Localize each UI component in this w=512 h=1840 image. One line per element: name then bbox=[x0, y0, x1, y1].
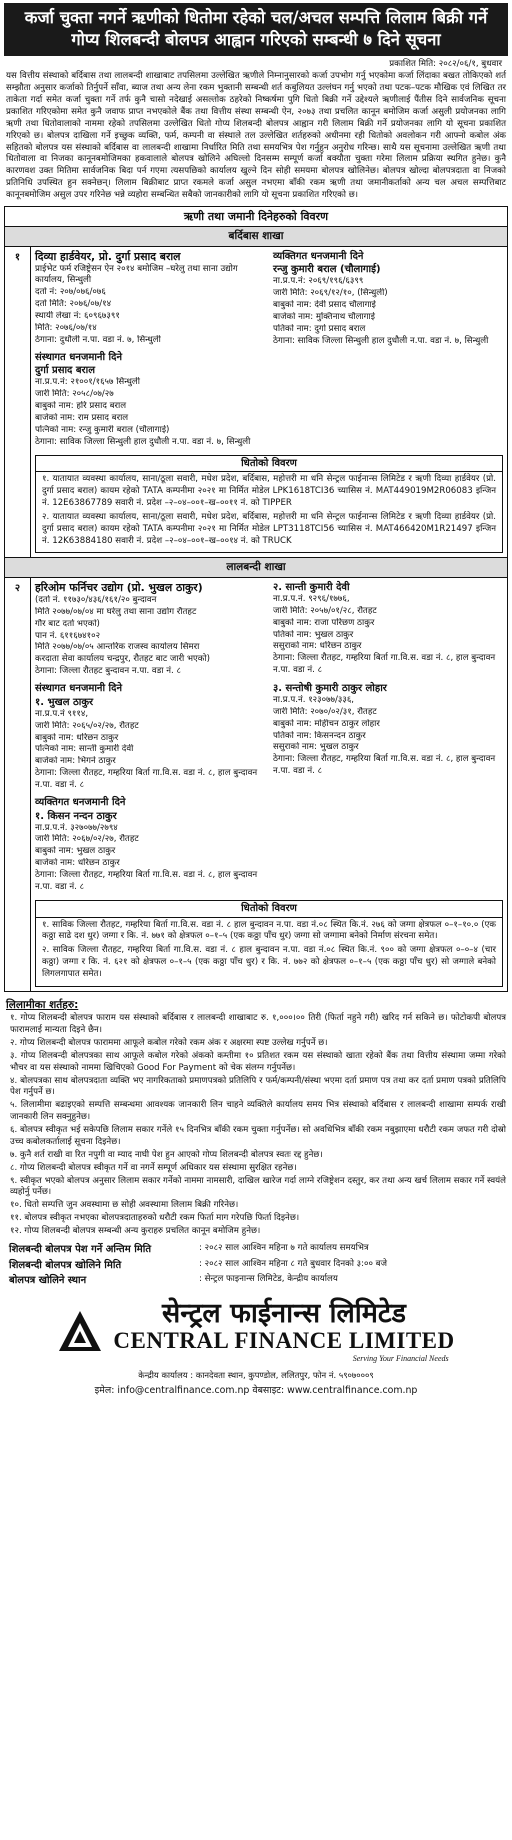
company-tagline: Serving Your Financial Needs bbox=[352, 1354, 449, 1364]
detail-box bbox=[4, 206, 508, 992]
borrower-line: मिति २०७७/०७/०५ आन्तरिक राजस्व कार्यालय सिमरा bbox=[35, 642, 200, 653]
opening-value: : २०८२ साल आश्विन महिना ८ गते बुधवार दिनको ३:०० बजे bbox=[199, 1258, 387, 1269]
place-label: बोलपत्र खोलिने स्थान bbox=[9, 1275, 87, 1287]
collateral-item: १. साविक जिल्ला रौतहट, गम्हरिया बिर्ता गा.वि.स. वडा नं. ८ हाल बुन्दावन न.पा. वडा नं.०८ स्थित कि.नं. २७६ को जग्गा क्षेत्रफल ०–१–१०.० (एक कठ्ठा साढे दश धुर) जग्गा र कि. नं. ७७१ को क्षेत्रफल ०–१–५ (एक कठ्ठा पाँच धुर) जग्गा सो जग्गामा बनेको निर्माण संरचना समेत। bbox=[42, 919, 496, 942]
borrower-line: ठेगाना: दुधौली न.पा. वडा नं. ७, सिन्धुली bbox=[35, 334, 161, 345]
borrower-line: मिति २०७७/०७/०४ मा घरेलु तथा साना उद्योग रौतहट bbox=[35, 606, 197, 617]
guarantor-line: बाबुको नाम: मोहीचन ठाकुर लोहार bbox=[273, 718, 380, 729]
branch-bardibas bbox=[5, 247, 507, 558]
branch-heading-bardibas: बर्दिबास शाखा bbox=[5, 227, 507, 246]
deadline-value: : २०८२ साल आश्विन महिना ७ गते कार्यालय समयभित्र bbox=[199, 1242, 369, 1253]
guarantor-line: ठेगाना: जिल्ला रौतहट, गम्हरिया बिर्ता गा.वि.स. वडा नं. ८, हाल बुन्दावन न.पा. वडा नं. ८ bbox=[35, 870, 258, 892]
borrower-column bbox=[35, 581, 269, 894]
guarantor-line: पतिको नाम: भुखल ठाकुर bbox=[273, 629, 354, 640]
proprietor-line: बाजेको नाम: राम प्रसाद बराल bbox=[35, 412, 129, 423]
branch-number: १ bbox=[5, 247, 31, 558]
term-item: ६. बोलपत्र स्वीकृत भई सकेपछि लिलाम सकार गर्नेले १५ दिनभित्र बाँकी रकम चुक्ता गर्नुपर्नेछ। सो अवधिभित्र बाँकी रकम नबुझाएमा धरौटी रकम जफत गरी दोस्रो उच्च कबोलकर्तालाई सूचना दिइनेछ। bbox=[10, 1125, 506, 1147]
proprietor-line: जारी मिति: २०६५/०२/२७, रौतहट bbox=[35, 720, 139, 731]
collateral-item: १. यातायात व्यवस्था कार्यालय, साना/ठूला सवारी, मधेश प्रदेश, बर्दिबास, महोत्तरी मा धनि सेन्ट्रल फाईनान्स लिमिटेड र ऋणी दिव्या हार्डवेयर (प्रो. दुर्गा प्रसाद बराल) कायम रहेको TATA कम्पनीमा २०२१ मा निर्मित मोडेल LPK1618TCI36 च्यासिस नं. MAT449019M2R06083 इन्जिन नं. 12E63867789 सवारी नं. प्रदेश –२–०४–००१–ख–००११ नं. को TIPPER bbox=[42, 474, 496, 509]
collateral-heading: धितोको विवरण bbox=[36, 456, 502, 473]
guarantor-line: पतिको नाम: दुर्गा प्रसाद बराल bbox=[273, 323, 366, 334]
personal-guarantor-heading: व्यक्तिगत धनजमानी दिने bbox=[35, 796, 126, 808]
proprietor-name: १. भुखल ठाकुर bbox=[35, 696, 94, 708]
term-item: ९. स्वीकृत भएको बोलपत्र अनुसार लिलाम सकार गर्नेको नाममा नामसारी, दाखिल खारेज गर्दा लाग्ने रजिष्ट्रेशन दस्तुर, कर तथा अन्य खर्च लिलाम सकार गर्ने स्वयंले व्यहोर्नु पर्नेछ। bbox=[10, 1175, 506, 1198]
company-logo-icon bbox=[57, 1309, 103, 1355]
term-item: ३. गोप्य शिलबन्दी बोलपत्रका साथ आफूले कबोल गरेको अंकको कम्तीमा १० प्रतिशत रकम यस संस्थाको खाता रहेको बैंक तथा वित्तीय संस्थामा जम्मा गरेको भौचर वा यस संस्थाको नाममा खिचिएको Good For Payment को चेक संलग्न गर्नुपर्नेछ। bbox=[10, 1050, 506, 1073]
proprietor-name: दुर्गा प्रसाद बराल bbox=[35, 365, 96, 377]
dates-table bbox=[6, 1242, 506, 1289]
term-item: २. गोप्य शिलबन्दी बोलपत्र फाराममा आफूले कबोल गरेको रकम अंक र अक्षरमा स्पष्ट उल्लेख गर्नुपर्ने छ। bbox=[10, 1038, 328, 1049]
guarantor-column bbox=[269, 581, 503, 894]
guarantor-line: बाजेको नाम: धरिछन ठाकुर bbox=[35, 858, 120, 869]
opening-row bbox=[6, 1258, 506, 1274]
personal-guarantor-heading: व्यक्तिगत धनजमानी दिने bbox=[273, 250, 364, 262]
place-row bbox=[6, 1273, 506, 1289]
borrower-column bbox=[35, 250, 269, 449]
term-item: ११. बोलपत्र स्वीकृत नभएका बोलपत्रदाताहरुको धरौटी रकम फिर्ता माग गरेपछि फिर्ता दिइनेछ। bbox=[10, 1213, 300, 1224]
borrower-line: मिति: २०७६/०७/१४ bbox=[35, 322, 97, 333]
guarantor-line: ना.प्र.प.नं. १२३०७७/३३६, bbox=[273, 694, 355, 705]
collateral-item: २. यातायात व्यवस्था कार्यालय, साना/ठूला सवारी, मधेश प्रदेश, बर्दिबास, महोत्तरी मा धनि सेन्ट्रल फाईनान्स लिमिटेड र ऋणी दिव्या हार्डवेयर (प्रो. दुर्गा प्रसाद बराल) कायम रहेको TATA कम्पनीमा २०२१ मा निर्मित मोडेल LPT3118TCI56 च्यासिस नं. MAT466420M1R21497 इन्जिन नं. 12K63884180 सवारी नं. प्रदेश –२–०४–००१–ख–००१४ नं. को TRUCK bbox=[42, 511, 496, 546]
collateral-box bbox=[35, 455, 503, 554]
term-item: १०. धितो सम्पत्ति जुन अवस्थामा छ सोही अवस्थामा लिलाम बिक्री गरिनेछ। bbox=[10, 1200, 239, 1211]
borrower-line: दर्ता मिति: २०७६/०७/१४ bbox=[35, 299, 112, 310]
borrower-line: प्राईभेट फर्म रजिष्ट्रेसन ऐन २०१४ बमोजिम –घरेलु तथा साना उद्योग कार्यालय, सिन्धुली bbox=[35, 263, 238, 286]
guarantor-name: २. सान्ती कुमारी देवी bbox=[273, 581, 350, 593]
company-contact: इमेल: info@centralfinance.com.np वेबसाइट: www.centralfinance.com.np bbox=[94, 1384, 418, 1396]
guarantor-line: पतिको नाम: किसनन्दन ठाकुर bbox=[273, 730, 366, 741]
guarantor-line: बाबुको नाम: राजा परिछण ठाकुर bbox=[273, 617, 375, 628]
title-line-1: कर्जा चुक्ता नगर्ने ऋणीको धितोमा रहेको चल/अचल सम्पत्ति लिलाम बिक्री गर्ने bbox=[24, 8, 488, 27]
institutional-guarantor-heading: संस्थागत धनजमानी दिने bbox=[35, 351, 123, 363]
guarantor-line: ससुराको नाम: धरिछन ठाकुर bbox=[273, 641, 362, 652]
proprietor-line: बाबुको नाम: धरिछन ठाकुर bbox=[35, 732, 119, 743]
collateral-item: २. साविक जिल्ला रौतहट, गम्हरिया बिर्ता गा.वि.स. वडा नं. ८ हाल बुन्दावन न.पा. वडा नं.०८ स्थित कि.नं. ९०० को जग्गा क्षेत्रफल ०–०–४ (चार कठ्ठा) जग्गा र कि. नं. ६२१ को क्षेत्रफल ०–१–५ (एक कठ्ठा पाँच धुर) र कि. नं. ७७२ को क्षेत्रफल ०–१–५ (एक कठ्ठा पाँच धुर) सो जग्गाले बनेको लिगलगापात समेत। bbox=[42, 945, 496, 979]
guarantor-name: १. किसन नन्दन ठाकुर bbox=[35, 810, 117, 822]
term-item: ७. कुनै शर्त राखी वा रित नपुगी वा म्याद नाघी पेश हुन आएको गोप्य शिलबन्दी बोलपत्र स्वतः रद्द हुनेछ। bbox=[10, 1149, 323, 1160]
guarantor-line: जारी मिति: २०६७/०२/२७, रौतहट bbox=[35, 834, 139, 845]
guarantor-line: बाबुको नाम: भुखल ठाकुर bbox=[35, 846, 116, 857]
proprietor-line: ना.प्र.प.नं: २१००१/१६५७ सिन्धुली bbox=[35, 377, 140, 388]
guarantor-line: ठेगाना: साविक जिल्ला सिन्धुली हाल दुधौली न.पा. वडा नं. ७, सिन्धुली bbox=[273, 335, 489, 346]
term-item: १२. गोप्य शिलबन्दी बोलपत्र सम्बन्धी अन्य कुराहरु प्रचलित कानून बमोजिम हुनेछ। bbox=[10, 1225, 261, 1236]
guarantor-line: ठेगाना: जिल्ला रौतहट, गम्हरिया बिर्ता गा.वि.स. वडा नं. ८, हाल बुन्दावन न.पा. वडा नं. ८ bbox=[273, 754, 496, 777]
borrower-line: (दर्ता नं. ११७३०/४३६/१६१/२० बुन्दावन bbox=[35, 594, 157, 605]
company-logo-block bbox=[4, 1299, 508, 1364]
guarantor-name: रन्जु कुमारी बराल (चौलागाई) bbox=[273, 264, 381, 276]
borrower-line: गौर बाट दर्ता भएको) bbox=[35, 618, 100, 629]
opening-label: शिलबन्दी बोलपत्र खोलिने मिति bbox=[9, 1259, 122, 1271]
company-name-nepali: सेन्ट्रल फाईनान्स लिमिटेड bbox=[162, 1298, 406, 1330]
terms-list bbox=[4, 1012, 508, 1237]
guarantor-line: ससुराको नाम: भुखल ठाकुर bbox=[273, 742, 359, 753]
borrower-name: हरिओम फर्निचर उद्योग (प्रो. भुखल ठाकुर) bbox=[35, 580, 203, 594]
borrower-line: दर्ता नं: २०७/०७६/०७६ bbox=[35, 287, 106, 298]
collateral-box bbox=[35, 900, 503, 987]
guarantor-name: ३. सन्तोषी कुमारी ठाकुर लोहार bbox=[273, 682, 387, 694]
borrower-line: पान नं. ६११६७४१०२ bbox=[35, 630, 101, 641]
company-name-english: CENTRAL FINANCE LIMITED bbox=[113, 1327, 455, 1353]
proprietor-line: पत्निको नाम: रन्जु कुमारी बराल (चौलागाई) bbox=[35, 424, 170, 435]
branch-heading-lalbandi: लालबन्दी शाखा bbox=[5, 557, 507, 577]
guarantor-line: ना.प्र.प.नं. ९२९६/१७७६, bbox=[273, 593, 350, 604]
borrower-line: स्थायी लेखा नं: ६०९६७३९१ bbox=[35, 310, 120, 321]
branch-number: २ bbox=[5, 578, 31, 991]
guarantor-line: ना.प्र.प.नं: २०६९/१९६/६३९९ bbox=[273, 276, 364, 287]
guarantor-line: जारी मिति: २०६९/१२/१०, (सिन्धुली) bbox=[273, 288, 388, 299]
guarantor-line: जारी मिति: २०७०/०२/३१, रौतहट bbox=[273, 706, 377, 717]
collateral-heading: धितोको विवरण bbox=[36, 901, 502, 918]
guarantor-line: जारी मिति: २०५७/०१/२८, रौतहट bbox=[273, 605, 377, 616]
borrower-name: दिव्या हार्डवेयर, प्रो. दुर्गा प्रसाद बराल bbox=[35, 249, 181, 263]
guarantor-line: ठेगाना: जिल्ला रौतहट, गम्हरिया बिर्ता गा.वि.स. वडा नं. ८, हाल बुन्दावन न.पा. वडा नं. ८ bbox=[273, 653, 496, 676]
proprietor-line: पत्निको नाम: सान्ती कुमारी देवी bbox=[35, 744, 134, 755]
borrower-line: ठेगाना: जिल्ला रौतहट बुन्दावन न.पा. वडा नं. ८ bbox=[35, 666, 181, 677]
term-item: १. गोप्य शिलबन्दी बोलपत्र फाराम यस संस्थाको बर्दिबास र लालबन्दी शाखाबाट रु. १,०००।०० तिरी (फिर्ता नहुने गरी) खरिद गर्न सकिने छ। फोटोकपी बोलपत्र फारामलाई मान्यता दिइने छैन। bbox=[10, 1013, 506, 1036]
place-value: : सेन्ट्रल फाइनान्स लिमिटेड, केन्द्रीय कार्यालय bbox=[199, 1274, 338, 1285]
detail-box-heading: ऋणी तथा जमानी दिनेहरुको विवरण bbox=[5, 207, 507, 227]
publish-date: प्रकाशित मिति: २०८२/०६/१, बुधवार bbox=[389, 58, 502, 69]
proprietor-line: ठेगाना: साविक जिल्ला सिन्धुली हाल दुधौली न.पा. वडा नं. ७, सिन्धुली bbox=[35, 436, 251, 447]
company-address: केन्द्रीय कार्यालय : कानदेवता स्थान, कुपण्डोल, ललितपुर, फोन नं. ५९०७०००९ bbox=[138, 1370, 374, 1381]
terms-heading: लिलामीका शर्तहरु: bbox=[6, 998, 79, 1011]
guarantor-line: बाजेको नाम: मुक्तिनाथ चौलागाई bbox=[273, 311, 375, 322]
branch-lalbandi bbox=[5, 578, 507, 991]
term-item: ४. बोलपत्रका साथ बोलपत्रदाता व्यक्ति भए नागरिकताको प्रमाणपत्रको प्रतिलिपि र फर्म/कम्पनी/संस्था भएमा दर्ता प्रमाण पत्र तथा कर दर्ता प्रमाण पत्रको प्रतिलिपि पेश गर्नुपर्ने छ। bbox=[10, 1075, 506, 1098]
proprietor-line: जारी मिति: २०५८/०७/२७ bbox=[35, 389, 114, 400]
deadline-label: शिलबन्दी बोलपत्र पेश गर्ने अन्तिम मिति bbox=[9, 1243, 152, 1255]
guarantor-column bbox=[269, 250, 503, 449]
guarantor-line: ना.प्र.प.नं. ३२७०७७/२७९४ bbox=[35, 822, 118, 833]
proprietor-line: बाबुको नाम: हरि प्रसाद बराल bbox=[35, 401, 127, 412]
title-line-2: गोप्य शिलबन्दी बोलपत्र आह्वान गरिएको सम्बन्धी ७ दिने सूचना bbox=[71, 29, 441, 49]
proprietor-line: ना.प्र.प.नं ९११४, bbox=[35, 708, 89, 719]
deadline-row bbox=[6, 1242, 506, 1258]
term-item: ८. गोप्य शिलबन्दी बोलपत्र स्वीकृत गर्ने वा नगर्ने सम्पूर्ण अधिकार यस संस्थामा सुरक्षित रहनेछ। bbox=[10, 1162, 297, 1173]
term-item: ५. लिलामीमा बढाइएको सम्पत्ति सम्बन्धमा आवश्यक जानकारी लिन चाहने व्यक्तिले कार्यालय समय भित्र संस्थाको बर्दिबास र लालबन्दी शाखामा सम्पर्क राखी जानकारी लिन सक्नुहुनेछ। bbox=[10, 1100, 506, 1123]
proprietor-line: बाजेको नाम: भिगने ठाकुर bbox=[35, 756, 116, 767]
intro-paragraph: यस वित्तीय संस्थाको बर्दिबास तथा लालबन्दी शाखाबाट तपसिलमा उल्लेखित ऋणीले निम्नानुसारको कर्जा उपभोग गर्नु भएकोमा कर्जा लिंदाका बखत तोकिएको शर्त सम्झौता अनुसार कर्जाको तिर्नुपर्ने साँवा, ब्याज तथा अन्य लेना रकम भुक्तानी सम्बन्धी शर्त कबुलियत उल्लंघन गर्नु भएको तथा पटक–पटक मौखिक एवं लिखित तर ताकेता गर्दा समेत कर्जा चुक्ता गर्ने तर्फ कुनै चासो नदेखाई असल्तोक ठहरेको निष्कर्षमा पुगि धितो बिक्री गर्ने उद्देश्यले ऋणीलाई पैंतीस दिने सार्वजनिक सूचना प्रकाशित गरिएकोमा समेत कुनै जवाफ प्राप्त नभएकोले बैंक तथा वित्तीय संस्था सम्बन्धी ऐन, २०७३ तथा प्रचलित कानून बमोजिम कर्जा असुली प्रयोजनका लागि ऋणी तथा धितोवालाको नाममा रहेको तपसिलमा उल्लेखित धितो गोप्य शिलबन्दी बोलपत्र आह्वान गरी लिलाम बिक्री गर्ने प्रयोजनका लागि यो सूचना प्रकाशित गरिएको छ। बोलपत्र दाखिला गर्ने इच्छुक व्यक्ति, फर्म, कम्पनी वा संस्थाले तल उल्लेखित शर्तहरुको अधीनमा रही धितोको अवलोकन गरी आफ्नो कबोल अंक सहितको बोलपत्र यस संस्थाको बर्दिबास वा लालबन्दी शाखामा निर्धारित मिति तथा समयभित्र पेश गर्नुहुन अनुरोध गरिन्छ। साथै यस सूचनामा उल्लेखित ऋणी तथा धितोवाला वा निजका कानूनबमोजिमका हकवालाले बोलपत्र खोलिने अघिल्लो दिनसम्म सम्पूर्ण कर्जा बक्यौता चुक्ता गरेमा लिलाम प्रक्रिया स्थगित हुनेछ। कुनै कारणवश उक्त मितिमा सार्वजनिक बिदा पर्न गएमा त्यसपछिको कार्यालय खुल्ने दिन सोही समयमा बोलपत्र खोलिनेछ। बोलपत्र खोल्दा बोलपत्रदाता वा निजको प्रतिनिधि उपस्थित हुन सक्नेछन्। लिलाम बिक्रीबाट प्राप्त रकमले कर्जा असुल नभएमा बाँकी रकम ऋणी तथा जमानीकर्ताको अन्य चल अचल सम्पत्तिबाट कानूनबमोजिम असुल उपर गरिनेछ भन्ने व्यहोरा सम्बन्धित सबैको जानकारीको लागि यो सूचना प्रकाशित गरिएको छ। bbox=[6, 71, 506, 200]
guarantor-line: बाबुको नाम: देवी प्रसाद चौलागाई bbox=[273, 300, 376, 311]
notice-title bbox=[4, 3, 508, 56]
institutional-guarantor-heading: संस्थागत धनजमानी दिने bbox=[35, 682, 123, 694]
borrower-line: करदाता सेवा कार्यालय चन्द्रपुर, रौतहट बाट जारी भएको) bbox=[35, 654, 210, 665]
proprietor-line: ठेगाना: जिल्ला रौतहट, गम्हरिया बिर्ता गा.वि.स. वडा नं. ८, हाल बुन्दावन न.पा. वडा नं. ८ bbox=[35, 768, 258, 790]
